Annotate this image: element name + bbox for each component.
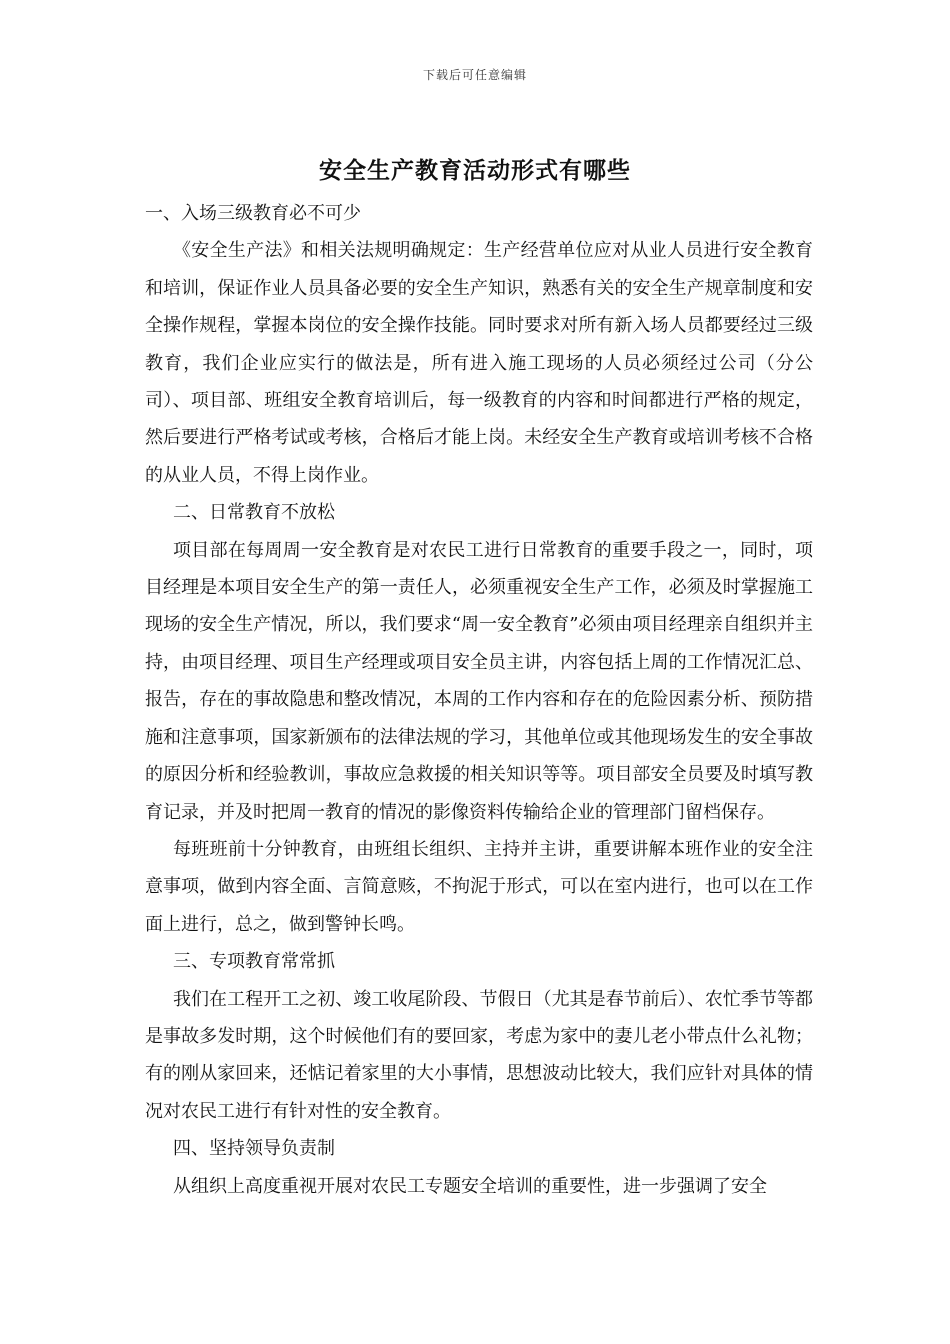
section-heading-4: 四、坚持领导负责制 — [173, 1138, 335, 1160]
document-body — [145, 195, 813, 1205]
section-heading-1: 一、入场三级教育必不可少 — [145, 203, 361, 224]
section-1-paragraph-1: 《安全生产法》和相关法规明确规定：生产经营单位应对从业人员进行安全教育和培训，保证作业人员具备必要的安全生产知识，熟悉有关的安全生产规章制度和安全操作规程，掌握本岗位的安全操作技能。同时要求对所有新入场人员都要经过三级教育，我们企业应实行的做法是，所有进入施工现场的人员必须经过公司（分公司）、项目部、班组安全教育培训后，每一级教育的内容和时间都进行严格的规定，然后要进行严格考试或考核，合格后才能上岗。未经安全生产教育或培训考核不合格的从业人员，不得上岗作业。 — [145, 240, 813, 486]
section-3-paragraph-1: 我们在工程开工之初、竣工收尾阶段、节假日（尤其是春节前后）、农忙季节等都是事故多发时期，这个时候他们有的要回家，考虑为家中的妻儿老小带点什么礼物；有的刚从家回来，还惦记着家里的大小事情，思想波动比较大，我们应针对具体的情况对农民工进行有针对性的安全教育。 — [145, 988, 813, 1122]
section-4-paragraph-1: 从组织上高度重视开展对农民工专题安全培训的重要性，进一步强调了安全 — [173, 1175, 767, 1197]
section-2-paragraph-1: 项目部在每周周一安全教育是对农民工进行日常教育的重要手段之一，同时，项目经理是本项目安全生产的第一责任人，必须重视安全生产工作，必须及时掌握施工现场的安全生产情况，所以，我们要求“周一安全教育”必须由项目经理亲自组织并主持，由项目经理、项目生产经理或项目安全员主讲，内容包括上周的工作情况汇总、报告，存在的事故隐患和整改情况，本周的工作内容和存在的危险因素分析、预防措施和注意事项，国家新颁布的法律法规的学习，其他单位或其他现场发生的安全事故的原因分析和经验教训，事故应急救援的相关知识等等。项目部安全员要及时填写教育记录，并及时把周一教育的情况的影像资料传输给企业的管理部门留档保存。 — [145, 539, 813, 823]
section-heading-2: 二、日常教育不放松 — [173, 502, 335, 524]
section-2-paragraph-2: 每班班前十分钟教育，由班组长组织、主持并主讲，重要讲解本班作业的安全注意事项，做到内容全面、言简意赅，不拘泥于形式，可以在室内进行，也可以在工作面上进行，总之，做到警钟长鸣。 — [145, 838, 813, 935]
document-title: 安全生产教育活动形式有哪些 — [319, 157, 631, 184]
section-heading-3: 三、专项教育常常抓 — [173, 951, 335, 973]
header-note: 下载后可任意编辑 — [422, 68, 527, 82]
